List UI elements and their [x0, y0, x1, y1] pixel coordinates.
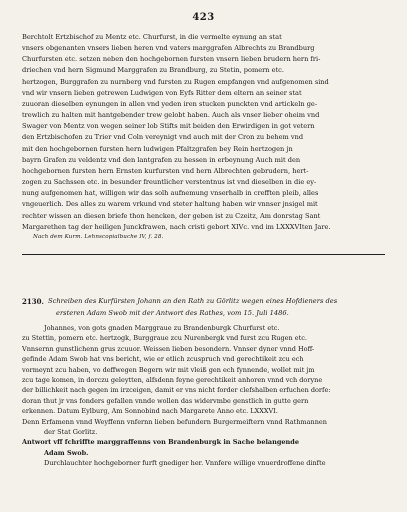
document-number: 2130. — [22, 297, 44, 306]
text-line: Vnnsernn gunstlichenn grus zcuuor. Weissen lieben besondern. Vnnser dyner vnnd Hoff- — [22, 344, 315, 353]
heading-line: ersteren Adam Swob mit der Antwort des Rathes, vom 15. Juli 1486. — [56, 308, 289, 317]
text-line: trewlich zu halten mit hantgebender trew gelobt haben. Auch als vnser lieber oheim vnd — [22, 111, 320, 120]
text-line: Swager von Mentz von wegen seiner lob Stifts mit beiden den Erwirdigen in got vetern — [22, 122, 315, 131]
section-divider — [22, 254, 385, 255]
text-line: den Ertzbischofen zu Trier vnd Coln vereynigt vnd auch mit der Cron zu behem vnd — [22, 133, 304, 142]
text-line: zu Stettin, pomern etc. hertzogk, Burggraue zcu Nurenbergk vnd furst zcu Rugen etc. — [22, 334, 307, 343]
source-footnote: Nach dem Kurm. Lehnscopialbuche IV, f. 28. — [33, 234, 164, 240]
continued-document-text — [22, 32, 387, 233]
text-line: Johannes, von gots gnaden Marggraue zu Brandenburgk Churfurst etc. — [44, 324, 280, 332]
text-line: Adam Swob. — [44, 448, 89, 457]
text-line: mit den hochgebornen fursten hern ludwigen Pfaltzgrafen bey Rein hertzogen jn — [22, 144, 293, 153]
text-line: zuuoran dieselben eynungen in allen vnd yeden iren stucken punckten vnd artickeln ge- — [22, 99, 318, 108]
heading-line: Schreiben des Kurfürsten Johann an den Rath zu Görlitz wegen eines Hofdieners des — [48, 297, 338, 305]
text-line: bayrn Grafen zu veldentz vnd den lantgrafen zu hessen in erbeynung Auch mit den — [22, 155, 301, 164]
document-body-text — [22, 323, 387, 469]
text-line: hertzogen, Burggrafen zu nurnberg vnd fursten zu Rugen empfangen vnd aufgenomen sind — [22, 77, 329, 86]
text-line: rechter wissen an diesen briefe thon hencken, der geben ist zu Czeitz, Am donrstag Sant — [22, 211, 321, 220]
text-line: vormeynt zcu haben, vo deffwegen Begern wir mit vleiß gen ech fynnende, wollet mit jm — [22, 365, 315, 374]
text-line: vnsers obgenanten vnsers lieben heren vnd vaters marggrafen Albrechts zu Brandburg — [22, 44, 315, 53]
text-line: zcu tage komen, in dorczu geleytten, alfsdenn feyne gerechtikeit anhoren vnnd vch doryne — [22, 376, 323, 385]
text-line: zogen zu Sachssen etc. in besunder freuntlicher verstentnus ist vnd dieselben in die ey- — [22, 178, 317, 187]
text-line: driechen vnd hern Sigmund Marggrafen zu Brandburg, zu Stetin, pomern etc. — [22, 66, 284, 75]
text-line: Churfursten etc. setzen neben den hochgebornen fursten vnsern lieben brudern hern fri- — [22, 55, 321, 64]
text-line: der billichkeit nach gegen im irzceigen, damit er vns nicht forder clefshalben erfuchen dorfe: — [22, 386, 331, 395]
text-line: Antwort vff fchriffte marggraffenns von Brandenburgk in Sache belangende — [22, 438, 299, 447]
text-line: Berchtolt Ertzbischof zu Mentz etc. Churfurst, in die vermelte eynung an stat — [22, 33, 282, 41]
text-line: vngeuerlich. Des alles zu warem vrkund vnd steter haltung haben wir vnnser jnsigel mit — [22, 200, 318, 209]
text-line: nung aufgenomen hat, willigen wir das solh aufnemung vnserhalb in crefften pleib, alles — [22, 189, 319, 198]
text-line: Durchlauchter hochgeborner furft gnediger her. Vnnfere willige vnuerdroffene dinfte — [44, 459, 326, 468]
text-line: erkennen. Datum Eylburg, Am Sonnobind nach Margarete Anno etc. LXXXVI. — [22, 407, 278, 416]
text-line: der Stat Gorlitz. — [44, 428, 98, 437]
document-heading — [48, 296, 388, 319]
text-line: Denn Erfamenn vnnd Weyffenn vnfernn lieben befundern Burgermeiftern vnnd Rathmannen — [22, 417, 327, 426]
text-line: hochgebornen fursten hern Ernsten kurfursten vnd hern Albrechten gebrudern, hert- — [22, 166, 309, 175]
text-line: doran thut jr vns fonders gefallen vnnde wollen das widervmbe genstlich in gutte gern — [22, 396, 309, 405]
text-line: Margarethen tag der heiligen Junckfrawen, nach cristi gebort XIVc. vnd im LXXXVIten Jare. — [22, 222, 331, 231]
page-number: 423 — [192, 12, 215, 23]
text-line: vnd wir vnsern lieben getrewen Ludwigen von Eyfs Ritter dem eltern an seiner stat — [22, 88, 302, 97]
text-line: gefinde Adam Swob hat vns bericht, wie er etlich zcuspruch vnd gerechtikeit zcu ech — [22, 355, 304, 364]
